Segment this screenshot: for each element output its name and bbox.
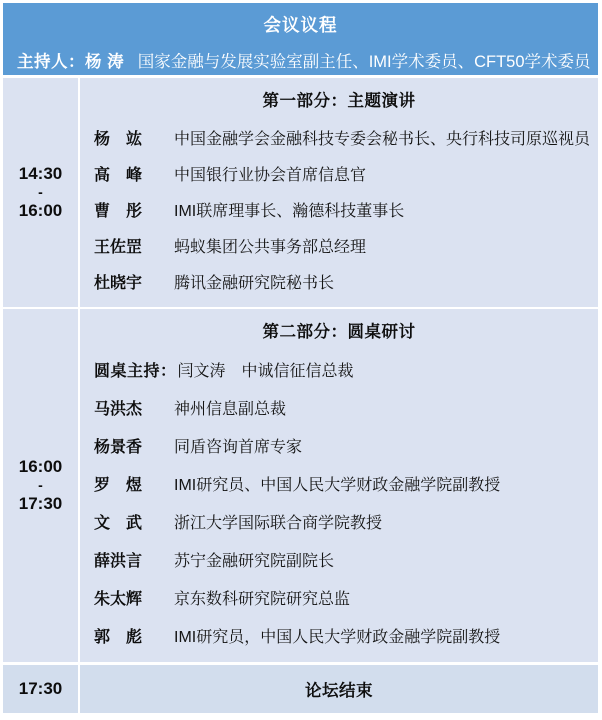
section-roundtable-content <box>78 309 598 662</box>
speaker-name: 杜晓宇 <box>94 274 143 292</box>
speaker-row <box>94 198 592 221</box>
section-keynote-content <box>78 78 598 307</box>
moderator-name: 闫文涛 <box>177 363 226 381</box>
speaker-name: 王佐罡 <box>94 238 143 256</box>
time-dash: - <box>38 476 43 493</box>
host-line <box>3 37 598 72</box>
time-end: 17:30 <box>18 494 63 514</box>
speaker-name: 薛洪言 <box>94 552 143 570</box>
speaker-title: IMI联席理事长、瀚德科技董事长 <box>174 202 405 220</box>
time-range <box>19 163 62 223</box>
speaker-list <box>80 120 598 307</box>
speaker-row <box>94 234 592 257</box>
end-label: 论坛结束 <box>78 665 598 713</box>
section-roundtable-time-cell <box>3 309 78 662</box>
speaker-name: 杨 竑 <box>94 131 143 149</box>
speaker-name: 文 武 <box>94 514 143 532</box>
speaker-title: 中国银行业协会首席信息官 <box>174 167 367 185</box>
time-dash: - <box>38 183 43 200</box>
speaker-row <box>94 548 592 571</box>
moderator-label: 圆桌主持： <box>94 363 177 381</box>
footer-row <box>3 665 598 713</box>
speaker-row <box>94 624 592 647</box>
host-label: 主持人：杨 涛 <box>17 53 125 71</box>
section-keynote-time-cell <box>3 78 78 307</box>
roundtable-moderator-row <box>94 358 592 381</box>
time-start: 16:00 <box>18 456 63 476</box>
speaker-row <box>94 162 592 185</box>
speaker-title: 蚂蚁集团公共事务部总经理 <box>174 238 367 256</box>
speaker-title: IMI研究员、中国人民大学财政金融学院副教授 <box>174 477 501 495</box>
speaker-name: 罗 煜 <box>94 477 143 495</box>
speaker-title: 同盾咨询首席专家 <box>174 439 303 457</box>
speaker-title: 苏宁金融研究院副院长 <box>174 552 335 570</box>
speaker-row <box>94 396 592 419</box>
speaker-title: IMI研究员，中国人民大学财政金融学院副教授 <box>174 628 501 646</box>
time-end: 16:00 <box>18 201 63 221</box>
speaker-row <box>94 270 592 293</box>
speaker-name: 杨景香 <box>94 439 143 457</box>
speaker-name: 曹 彤 <box>94 202 143 220</box>
agenda-title: 会议议程 <box>263 15 338 35</box>
section-title: 第二部分：圆桌研讨 <box>262 323 416 341</box>
section-keynote <box>3 78 598 307</box>
speaker-row <box>94 472 592 495</box>
speaker-list <box>80 351 598 662</box>
moderator-title: 中诚信征信总裁 <box>241 363 354 381</box>
speaker-name: 马洪杰 <box>94 401 143 419</box>
speaker-row <box>94 510 592 533</box>
speaker-name: 高 峰 <box>94 167 143 185</box>
speaker-title: 腾讯金融研究院秘书长 <box>174 274 335 292</box>
section-title: 第一部分：主题演讲 <box>262 92 416 110</box>
speaker-name: 郭 彪 <box>94 628 143 646</box>
speaker-row <box>94 126 592 149</box>
speaker-title: 中国金融学会金融科技专委会秘书长、央行科技司原巡视员 <box>174 131 591 149</box>
speaker-title: 浙江大学国际联合商学院教授 <box>174 514 383 532</box>
time-range <box>19 456 62 516</box>
speaker-title: 京东数科研究院研究总监 <box>174 590 351 608</box>
speaker-name: 朱太辉 <box>94 590 143 608</box>
agenda-banner <box>3 3 598 75</box>
speaker-row <box>94 434 592 457</box>
section-roundtable <box>3 309 598 662</box>
time-start: 14:30 <box>18 163 63 183</box>
host-description: 国家金融与发展实验室副主任、IMI学术委员、CFT50学术委员 <box>137 53 591 71</box>
speaker-row <box>94 586 592 609</box>
end-time: 17:30 <box>3 665 78 713</box>
speaker-title: 神州信息副总裁 <box>174 401 287 419</box>
